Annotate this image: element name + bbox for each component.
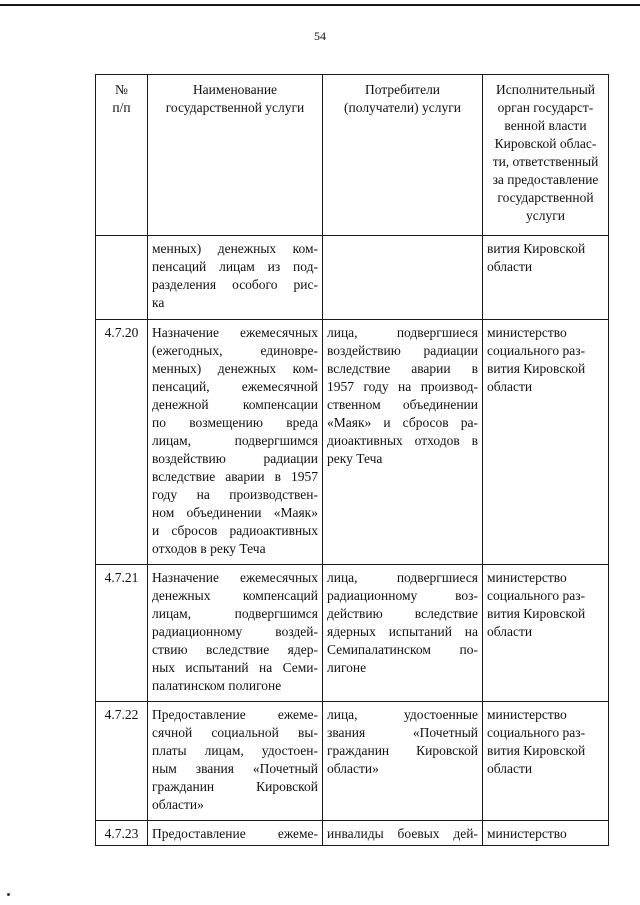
table-row xyxy=(96,702,609,821)
row-service-name xyxy=(148,702,323,821)
cell-text-line: гражданин Кировской xyxy=(327,743,478,758)
cell-text-line: реку Теча xyxy=(327,451,383,466)
table-row xyxy=(96,320,609,565)
cell-text-line: лица, подвергшиеся xyxy=(327,570,478,585)
cell-text-line: Потребители xyxy=(364,82,441,97)
table-header-row xyxy=(96,75,609,236)
cell-text-line: денежных компенсаций xyxy=(152,588,318,603)
row-authority xyxy=(483,320,609,565)
cell-text-line: и сбросов радиоактивных xyxy=(152,523,318,538)
cell-text-line: ствию вследствие ядер- xyxy=(152,642,318,657)
cell-text-line: п/п xyxy=(112,100,131,115)
cell-text-line: отходов в реку Теча xyxy=(152,541,266,556)
cell-text-line: области» xyxy=(327,761,379,776)
table-row xyxy=(96,565,609,702)
cell-text-line: инвалиды боевых дей- xyxy=(327,826,478,841)
cell-text-line: Наименование xyxy=(192,82,278,97)
header-authority xyxy=(483,75,609,236)
header-number xyxy=(96,75,148,236)
cell-text-line: вследствие аварии в 1957 xyxy=(152,469,318,484)
cell-text-line: «Маяк» и сбросов ра- xyxy=(327,415,478,430)
row-service-name xyxy=(148,565,323,702)
cell-text-line: области xyxy=(487,379,533,394)
cell-text-line: радиационному воз- xyxy=(327,588,478,603)
cell-text-line: Назначение ежемесячных xyxy=(152,325,318,340)
cell-text-line: гражданин Кировской xyxy=(152,779,318,794)
row-service-name xyxy=(148,320,323,565)
cell-text-line: вития Кировской xyxy=(487,361,586,376)
cell-text-line: государственной xyxy=(497,190,594,205)
cell-text-line: области xyxy=(487,624,533,639)
cell-text-line: министерство xyxy=(487,325,567,340)
cell-text-line: (ежегодных, единовре- xyxy=(152,343,318,358)
cell-text-line: вития Кировской xyxy=(487,743,586,758)
cell-text-line: области xyxy=(487,259,533,274)
row-number: 4.7.21 xyxy=(96,565,148,702)
cell-text-line: действию вследствие xyxy=(327,606,478,621)
cell-text-line: № xyxy=(115,82,128,97)
table-row xyxy=(96,821,609,846)
row-authority xyxy=(483,565,609,702)
cell-text-line: ти, ответственный xyxy=(492,154,599,169)
cell-text-line: социального раз- xyxy=(487,343,586,358)
row-consumers xyxy=(323,565,483,702)
cell-text-line: Назначение ежемесячных xyxy=(152,570,318,585)
services-table xyxy=(95,74,609,846)
header-consumers xyxy=(323,75,483,236)
cell-text-line: платы лицам, удостоен- xyxy=(152,743,318,758)
cell-text-line: министерство xyxy=(487,826,567,841)
cell-text-line: министерство xyxy=(487,570,567,585)
cell-text-line: вития Кировской xyxy=(487,606,586,621)
cell-text-line: 1957 году на производ- xyxy=(327,379,478,394)
cell-text-line: Исполнительный xyxy=(495,82,596,97)
cell-text-line: Семипалатинском по- xyxy=(327,642,478,657)
cell-text-line: Кировской облас- xyxy=(494,136,597,151)
row-consumers xyxy=(323,320,483,565)
row-service-name xyxy=(148,236,323,320)
cell-text-line: радиационному воздей- xyxy=(152,624,318,639)
cell-text-line: ным звания «Почетный xyxy=(152,761,318,776)
cell-text-line: области» xyxy=(152,797,204,812)
cell-text-line: лица, подвергшиеся xyxy=(327,325,478,340)
cell-text-line: венной власти xyxy=(504,118,587,133)
cell-text-line: лигоне xyxy=(327,660,367,675)
cell-text-line: Предоставление ежеме- xyxy=(152,707,318,722)
cell-text-line: по возмещению вреда xyxy=(152,415,318,430)
page-number: 54 xyxy=(314,29,326,43)
cell-text-line: менных) денежных ком- xyxy=(152,361,318,376)
row-number: 4.7.22 xyxy=(96,702,148,821)
cell-text-line: вследствие аварии в xyxy=(327,361,478,376)
cell-text-line: разделения особого рис- xyxy=(152,277,318,292)
cell-text-line: пенсаций, ежемесячной xyxy=(152,379,318,394)
row-consumers xyxy=(323,821,483,846)
cell-text-line: сячной социальной вы- xyxy=(152,725,318,740)
top-border-rule xyxy=(0,4,640,6)
cell-text-line: социального раз- xyxy=(487,725,586,740)
row-consumers xyxy=(323,236,483,320)
row-consumers xyxy=(323,702,483,821)
cell-text-line: вития Кировской xyxy=(487,241,586,256)
cell-text-line: государственной услуги xyxy=(165,100,305,115)
cell-text-line: услуги xyxy=(526,208,565,223)
cell-text-line: палатинском полигоне xyxy=(152,678,282,693)
row-authority xyxy=(483,702,609,821)
row-service-name xyxy=(148,821,323,846)
cell-text-line: менных) денежных ком- xyxy=(152,241,318,256)
cell-text-line: воздействию радиации xyxy=(152,451,318,466)
cell-text-line: ка xyxy=(152,295,165,310)
cell-text-line: области xyxy=(487,761,533,776)
cell-text-line: ном объединении «Маяк» xyxy=(152,505,318,520)
cell-text-line: ядерных испытаний на xyxy=(327,624,478,639)
cell-text-line: лица, удостоенные xyxy=(327,707,478,722)
row-authority xyxy=(483,821,609,846)
row-authority xyxy=(483,236,609,320)
cell-text-line: ственном объединении xyxy=(327,397,478,412)
cell-text-line: воздействию радиации xyxy=(327,343,478,358)
table-row xyxy=(96,236,609,320)
cell-text-line: лицам, подвергшимся xyxy=(152,433,318,448)
cell-text-line: Предоставление ежеме- xyxy=(152,826,318,841)
cell-text-line: за предоставление xyxy=(492,172,599,187)
cell-text-line: году на производствен- xyxy=(152,487,318,502)
scan-speck xyxy=(7,893,10,896)
cell-text-line: министерство xyxy=(487,707,567,722)
row-number: 4.7.23 xyxy=(96,821,148,846)
cell-text-line: звания «Почетный xyxy=(327,725,478,740)
header-service-name xyxy=(148,75,323,236)
cell-text-line: пенсаций лицам из под- xyxy=(152,259,318,274)
cell-text-line: ных испытаний на Семи- xyxy=(152,660,318,675)
row-number: 4.7.20 xyxy=(96,320,148,565)
cell-text-line: орган государст- xyxy=(497,100,594,115)
cell-text-line: социального раз- xyxy=(487,588,586,603)
cell-text-line: денежной компенсации xyxy=(152,397,318,412)
cell-text-line: диоактивных отходов в xyxy=(327,433,478,448)
cell-text-line: (получатели) услуги xyxy=(344,100,461,115)
row-number xyxy=(96,236,148,320)
cell-text-line: лицам, подвергшимся xyxy=(152,606,318,621)
